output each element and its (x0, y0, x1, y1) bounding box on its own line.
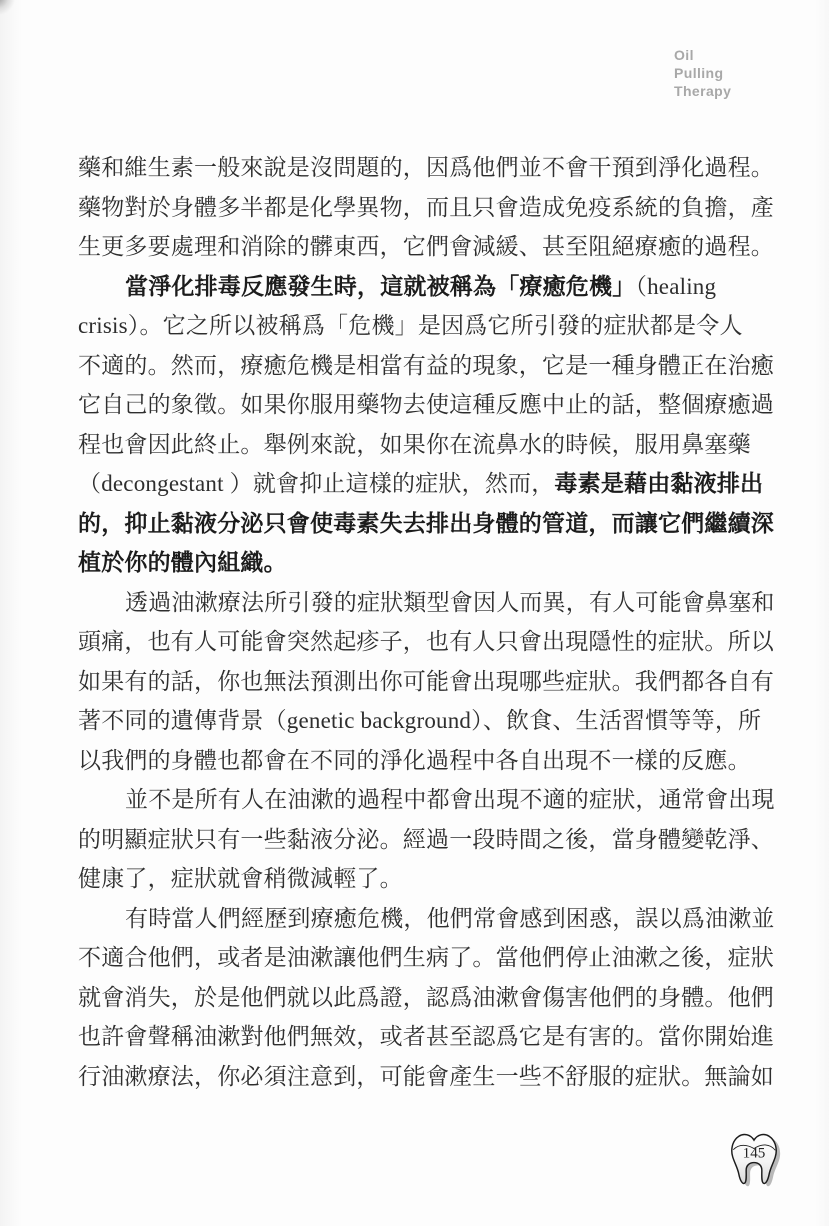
body-text-segment: 以我們的身體也都會在不同的淨化過程中各自出現不一樣的反應。 (78, 747, 751, 773)
text-line (78, 188, 772, 228)
text-line (78, 306, 772, 346)
body-text-segment: 也許會聲稱油漱對他們無效，或者甚至認爲它是有害的。當你開始進 (78, 1024, 774, 1049)
text-line (78, 1057, 772, 1097)
body-text-segment: 藥物對於身體多半都是化學異物，而且只會造成免疫系統的負擔，產 (78, 194, 774, 220)
emphasis-text-segment: 的，抑止黏液分泌只會使毒素失去排出身體的管道，而讓它們繼續深 (78, 509, 774, 536)
text-line (78, 583, 775, 623)
text-line (78, 385, 772, 425)
text-line (78, 741, 772, 781)
page-number: 145 (742, 1145, 766, 1162)
body-text-segment: 它自己的象徵。如果你服用藥物去使這種反應中止的話，整個療癒過 (78, 392, 774, 417)
body-text-segment: 頭痛，也有人可能會突然起疹子，也有人只會出現隱性的症狀。所以 (78, 629, 774, 654)
running-head (674, 46, 731, 100)
text-line (78, 227, 772, 267)
text-line (78, 622, 772, 662)
body-text-segment: crisis）。它之所以被稱爲「危機」是因爲它所引發的症狀都是令人 (78, 313, 743, 338)
text-line (78, 267, 772, 307)
body-text-segment: 藥和維生素一般來說是沒問題的，因爲他們並不會干預到淨化過程。 (78, 155, 774, 180)
text-line (78, 425, 772, 465)
body-text-segment: 透過油漱療法所引發的症狀類型會因人而異，有人可能會鼻塞和 (125, 589, 775, 615)
tooth-icon (726, 1129, 782, 1195)
text-line (78, 780, 775, 820)
body-text (78, 148, 775, 1096)
text-line (78, 1017, 772, 1057)
emphasis-text-segment: 植於你的體內組織。 (78, 549, 287, 575)
text-line (78, 820, 772, 860)
text-line (78, 464, 772, 504)
text-line (78, 978, 772, 1018)
emphasis-text-segment: 毒素是藉由黏液排出 (554, 470, 764, 496)
body-text-segment: 生更多要處理和消除的髒東西，它們會減緩、甚至阻絕療癒的過程。 (78, 234, 774, 259)
emphasis-text-segment: 當淨化排毒反應發生時，這就被稱為「療癒危機」 (125, 272, 636, 299)
body-text-segment: 不適的。然而，療癒危機是相當有益的現象，它是一種身體正在治癒 (78, 352, 774, 378)
text-line (78, 701, 772, 741)
body-text-segment: 的明顯症狀只有一些黏液分泌。經過一段時間之後，當身體變乾淨、 (78, 826, 774, 852)
page-footer (726, 1129, 782, 1195)
text-line (78, 859, 772, 899)
body-text-segment: 就會消失，於是他們就以此爲證，認爲油漱會傷害他們的身體。他們 (78, 984, 774, 1010)
body-text-segment: 如果有的話，你也無法預測出你可能會出現哪些症狀。我們都各自有 (78, 668, 774, 694)
body-text-segment: 行油漱療法，你必須注意到，可能會產生一些不舒服的症狀。無論如 (78, 1063, 774, 1089)
text-line (78, 148, 772, 188)
body-text-segment: 不適合他們，或者是油漱讓他們生病了。當他們停止油漱之後，症狀 (78, 945, 774, 970)
text-line (78, 543, 772, 583)
body-text-segment: 健康了，症狀就會稍微減輕了。 (78, 866, 403, 891)
body-text-segment: 並不是所有人在油漱的過程中都會出現不適的症狀，通常會出現 (125, 787, 775, 812)
running-head-line-3: Therapy (674, 83, 732, 99)
text-line (78, 662, 772, 702)
text-line (78, 346, 772, 386)
text-line (78, 899, 775, 939)
running-head-line-2: Pulling (674, 65, 724, 81)
text-line (78, 504, 772, 544)
running-head-line-1: Oil (674, 47, 694, 63)
scan-corner-smudge (0, 0, 15, 15)
body-text-segment: 程也會因此終止。舉例來說，如果你在流鼻水的時候，服用鼻塞藥 (78, 431, 751, 457)
text-line (78, 938, 772, 978)
body-text-segment: （healing (635, 273, 717, 299)
body-text-segment: 著不同的遺傳背景（genetic background）、飲食、生活習慣等等，所 (78, 708, 762, 733)
body-text-segment: 有時當人們經歷到療癒危機，他們常會感到困惑，誤以爲油漱並 (125, 905, 775, 931)
body-text-segment: （decongestant ）就會抑止這樣的症狀，然而， (78, 471, 555, 496)
